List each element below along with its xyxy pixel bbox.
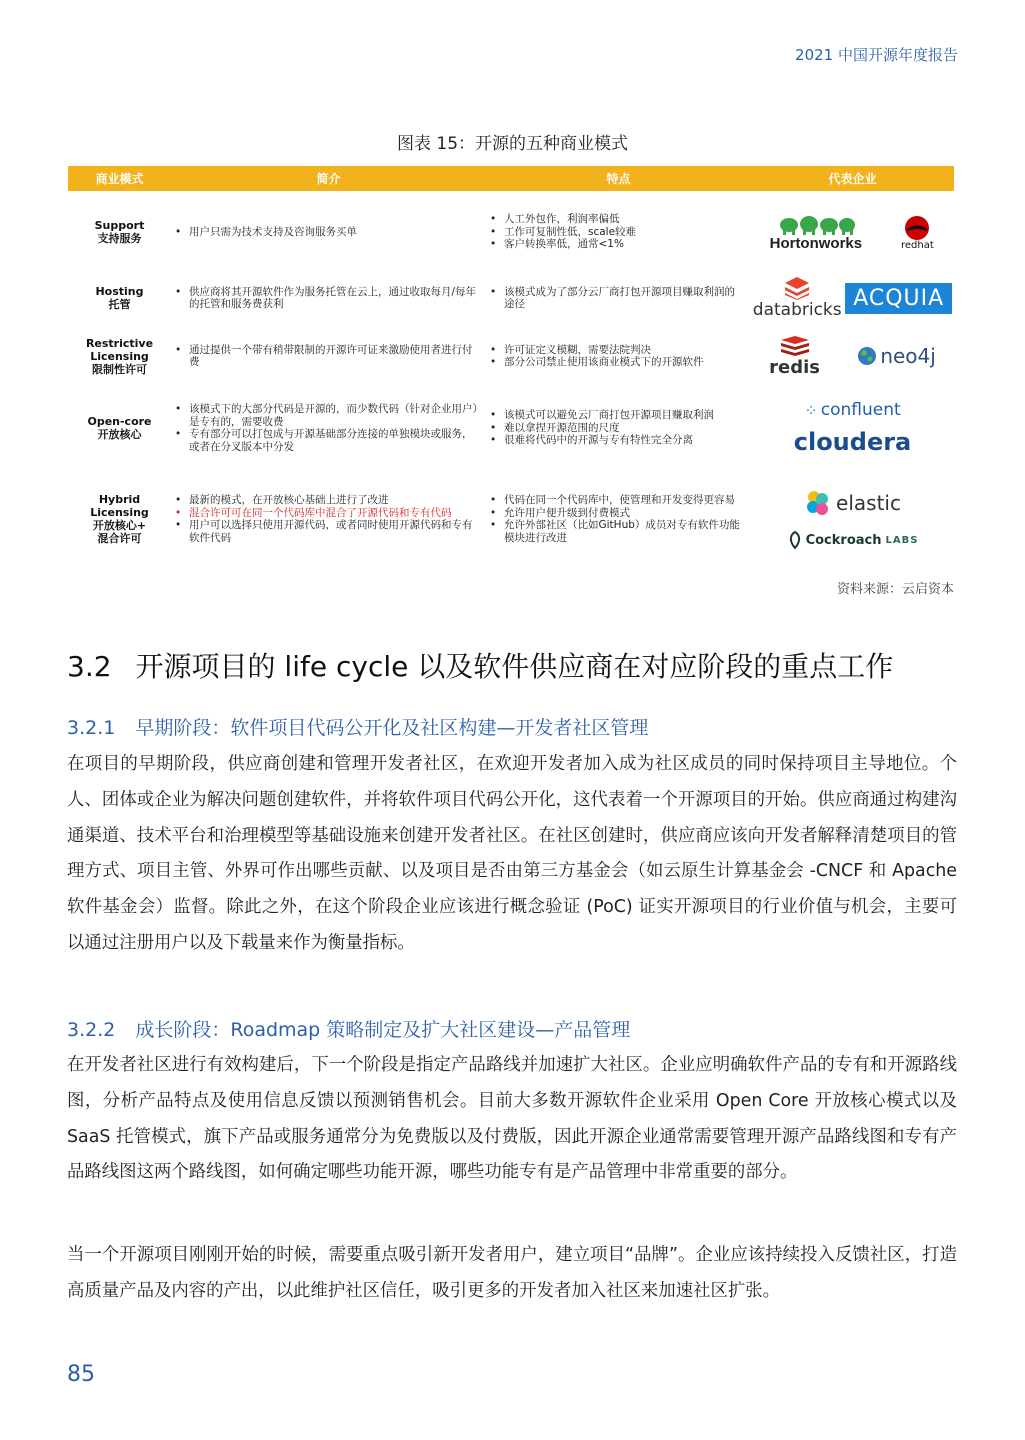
model-features: • 该模式成为了部分云厂商打包开源项目赚取利润的途径 xyxy=(486,286,751,311)
model-name: Hybrid Licensing 开放核心+ 混合许可 xyxy=(90,493,149,545)
elastic-icon xyxy=(804,489,832,517)
neo4j-icon xyxy=(856,345,878,367)
company-logos xyxy=(751,276,954,320)
business-model-table xyxy=(68,166,954,548)
confluent-icon: ⁘ xyxy=(804,400,818,420)
acquia-logo: ACQUIA xyxy=(845,283,952,314)
section-number: 3.2 xyxy=(67,650,112,683)
highlighted-description: • 混合许可可在同一个代码库中混合了开源代码和专有代码 xyxy=(171,507,478,520)
table-header xyxy=(68,166,954,191)
model-features: • 许可证定义模糊，需要法院判决 • 部分公司禁止使用该商业模式下的开源软件 xyxy=(486,344,751,369)
company-logos xyxy=(751,335,954,378)
subsection-heading-early-stage xyxy=(67,713,648,740)
model-name: Support 支持服务 xyxy=(94,219,145,245)
table-row-hosting xyxy=(68,270,954,326)
table-row-support xyxy=(68,206,954,258)
table-row-open-core xyxy=(68,394,954,462)
subsection-title: 成长阶段：Roadmap 策略制定及扩大社区建设—产品管理 xyxy=(135,1019,631,1041)
table-row-hybrid-licensing xyxy=(68,484,954,554)
cockroach-labs-logo: Cockroach LABS xyxy=(787,531,919,549)
column-header-companies: 代表企业 xyxy=(828,172,877,186)
redis-icon xyxy=(780,335,810,357)
cloudera-logo: cloudera xyxy=(793,428,912,456)
databricks-logo: databricks xyxy=(753,276,842,320)
company-logos xyxy=(751,213,954,252)
section-heading xyxy=(67,645,893,685)
column-header-model: 商业模式 xyxy=(95,172,144,186)
subsection-number: 3.2.2 xyxy=(67,1019,116,1041)
section-title: 开源项目的 life cycle 以及软件供应商在对应阶段的重点工作 xyxy=(135,650,894,683)
subsection-heading-growth-stage xyxy=(67,1015,630,1042)
subsection-number: 3.2.1 xyxy=(67,717,116,739)
figure-source: 资料来源：云启资本 xyxy=(836,582,954,597)
column-header-features: 特点 xyxy=(606,172,631,186)
model-description: • 通过提供一个带有稍带限制的开源许可证来激励使用者进行付费 xyxy=(171,344,486,369)
growth-stage-paragraph-1: 在开发者社区进行有效构建后，下一个阶段是指定产品路线并加速扩大社区。企业应明确软件产品的专有和开源路线图，分析产品特点及使用信息反馈以预测销售机会。目前大多数开源软件企业采用 Open Core 开放核心模式以及 SaaS 托管模式，旗下产品或服务通常分为免费版以及付费版，因此开源企业通常需要管理开源产品路线图和专有产品路线图这两个路线图，如何确定哪些功能开源，哪些功能专有是产品管理中非常重要的部分。 xyxy=(67,1055,957,1183)
report-header-title: 2021 中国开源年度报告 xyxy=(795,46,958,64)
confluent-logo: ⁘ confluent xyxy=(804,400,901,420)
table-row-restrictive-licensing xyxy=(68,330,954,382)
page-number: 85 xyxy=(67,1362,95,1387)
company-logos xyxy=(751,489,954,549)
elephants-icon xyxy=(771,213,861,235)
model-description: • 最新的模式，在开放核心基础上进行了改进 • 混合许可可在同一个代码库中混合了开源代码和专有代码 • 用户可以选择只使用开源代码，或者同时使用开源代码和专有软件代码 xyxy=(171,494,486,544)
growth-stage-paragraph-2: 当一个开源项目刚刚开始的时候，需要重点吸引新开发者用户，建立项目“品牌”。企业应该持续投入反馈社区，打造高质量产品及内容的产出，以此维护社区信任，吸引更多的开发者加入社区来加速社区扩张。 xyxy=(67,1245,957,1301)
model-name: Restrictive Licensing 限制性许可 xyxy=(85,336,154,376)
subsection-title: 早期阶段：软件项目代码公开化及社区构建—开发者社区管理 xyxy=(135,717,649,739)
model-name: Open-core 开放核心 xyxy=(87,415,152,441)
model-features: • 该模式可以避免云厂商打包开源项目赚取利润 • 难以拿捏开源范围的尺度 • 很难将代码中的开源与专有特性完全分离 xyxy=(486,409,751,447)
neo4j-logo: neo4j xyxy=(856,344,936,368)
redhat-icon xyxy=(899,214,935,240)
model-description: • 用户只需为技术支持及咨询服务买单 xyxy=(171,226,486,239)
model-features: • 人工外包作，利润率偏低 • 工作可复制性低，scale较难 • 客户转换率低，通常<1% xyxy=(486,213,751,251)
databricks-icon xyxy=(784,276,810,300)
redis-logo: redis xyxy=(769,335,820,378)
figure-caption: 图表 15：开源的五种商业模式 xyxy=(396,134,629,154)
model-description: • 该模式下的大部分代码是开源的，而少数代码（针对企业用户）是专有的，需要收费 • 专有部分可以打包成与开源基础部分连接的单独模块或服务，或者在分叉版本中分发 xyxy=(171,403,486,453)
early-stage-paragraph: 在项目的早期阶段，供应商创建和管理开发者社区，在欢迎开发者加入成为社区成员的同时保持项目主导地位。个人、团体或企业为解决问题创建软件，并将软件项目代码公开化，这代表着一个开源项目的开始。供应商通过构建沟通渠道、技术平台和治理模型等基础设施来创建开发者社区。在社区创建时，供应商应该向开发者解释清楚项目的管理方式、项目主管、外界可作出哪些贡献、以及项目是否由第三方基金会（如云原生计算基金会 -CNCF 和 Apache 软件基金会）监督。除此之外，在这个阶段企业应该进行概念验证 (PoC) 证实开源项目的行业价值与机会，主要可以通过注册用户以及下载量来作为衡量指标。 xyxy=(67,754,957,953)
hortonworks-logo: Hortonworks xyxy=(770,213,863,252)
model-features: • 代码在同一个代码库中，使管理和开发变得更容易 • 允许用户便升级到付费模式 • 允许外部社区（比如GitHub）成员对专有软件功能模块进行改进 xyxy=(486,494,751,544)
cockroach-icon xyxy=(787,531,803,549)
elastic-logo: elastic xyxy=(804,489,901,517)
company-logos xyxy=(751,400,954,456)
model-description: • 供应商将其开源软件作为服务托管在云上，通过收取每月/每年的托管和服务费获利 xyxy=(171,286,486,311)
model-name: Hosting 托管 xyxy=(95,285,144,311)
column-header-intro: 简介 xyxy=(316,172,341,186)
redhat-logo: redhat xyxy=(899,214,935,251)
